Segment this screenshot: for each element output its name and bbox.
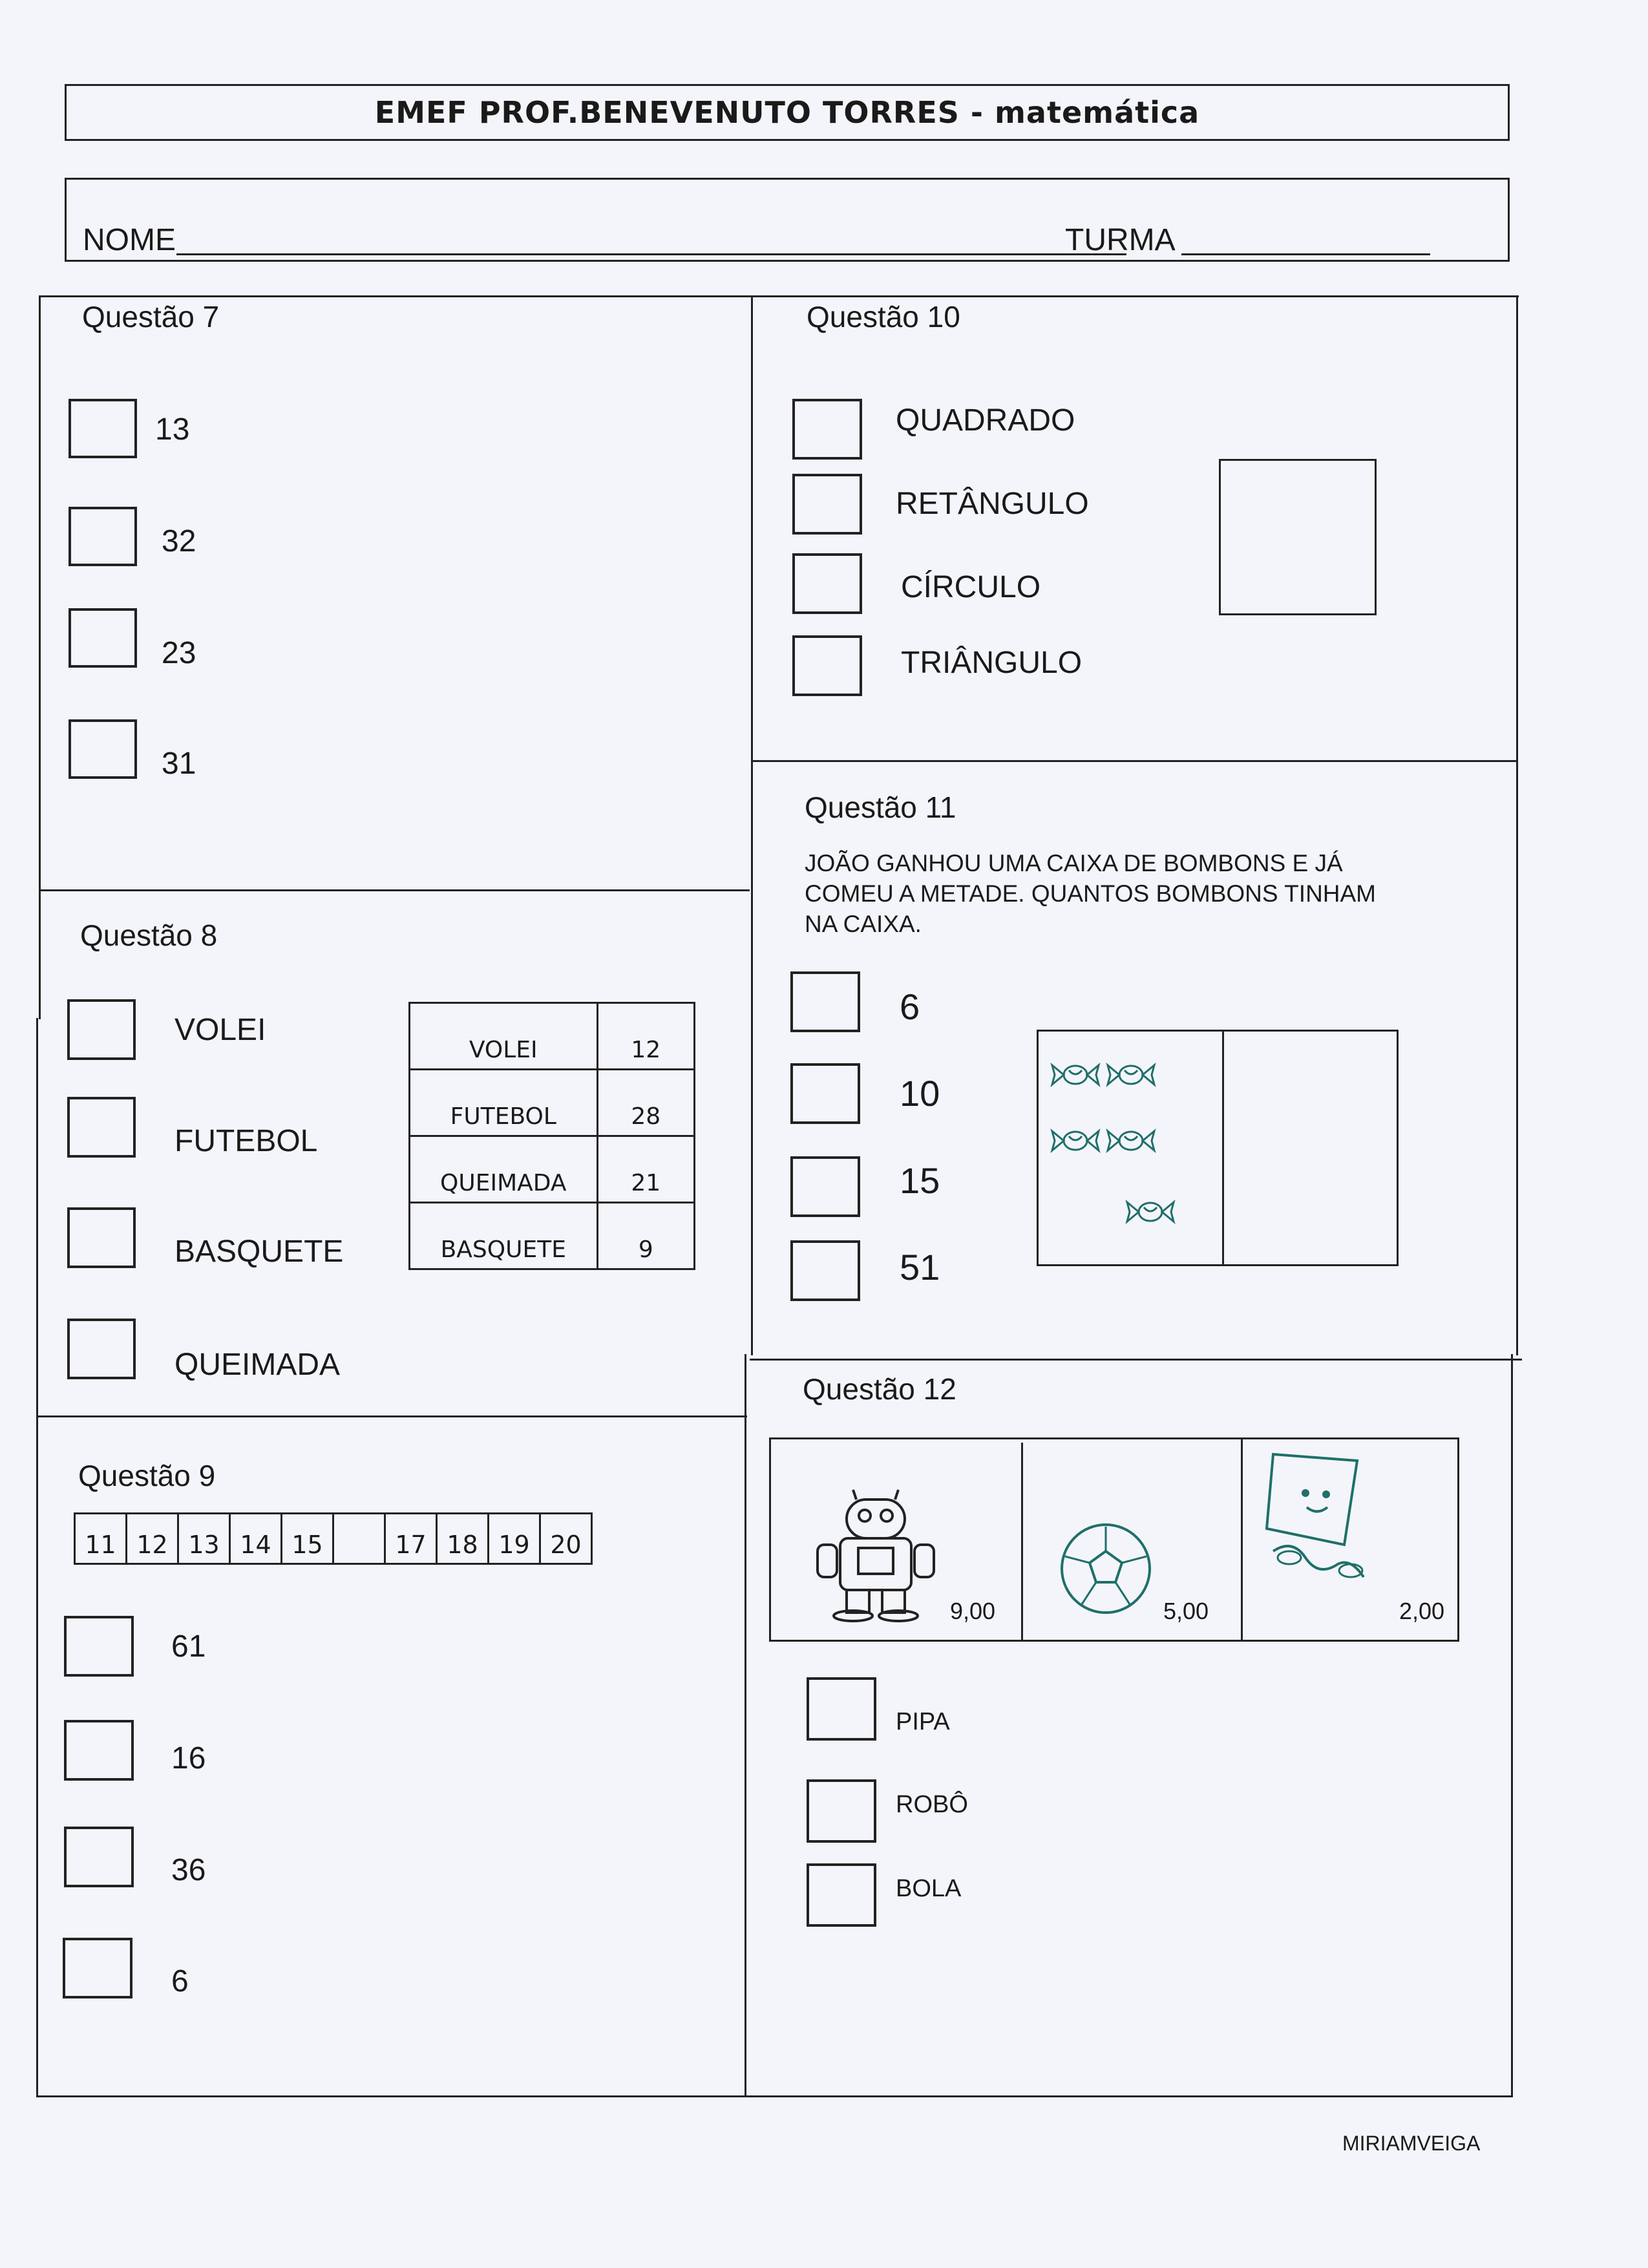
kite-price: 2,00	[1399, 1598, 1445, 1624]
q11-option-label: 10	[900, 1073, 940, 1114]
q10-option-checkbox[interactable]	[792, 635, 862, 696]
q8-option-checkbox[interactable]	[67, 1319, 136, 1379]
q9-option-checkbox[interactable]	[64, 1720, 134, 1781]
q10-title: Questão 10	[807, 300, 960, 334]
ball-icon	[1057, 1520, 1154, 1617]
q9-option-label: 61	[171, 1629, 206, 1664]
q11-option-checkbox[interactable]	[790, 1063, 860, 1124]
q10-option-checkbox[interactable]	[792, 399, 862, 460]
divider-q10-q11	[751, 760, 1517, 762]
q7-option-checkbox[interactable]	[69, 507, 137, 566]
q7-option-checkbox[interactable]	[69, 719, 137, 779]
q12-option-label: ROBÔ	[896, 1791, 968, 1818]
class-label: TURMA	[1065, 223, 1176, 257]
name-label: NOME	[83, 223, 176, 257]
grid-middle-lower	[745, 1354, 746, 2097]
q7-option-checkbox[interactable]	[69, 399, 137, 458]
q11-option-label: 51	[900, 1247, 940, 1288]
class-field[interactable]	[1181, 253, 1430, 255]
sequence-blank	[333, 1514, 385, 1564]
q12-option-checkbox[interactable]	[807, 1677, 876, 1741]
square-shape	[1219, 459, 1377, 615]
q7-option-checkbox[interactable]	[69, 608, 137, 668]
candy-icon	[1108, 1131, 1154, 1150]
q12-option-checkbox[interactable]	[807, 1863, 876, 1927]
q9-title: Questão 9	[78, 1459, 216, 1492]
worksheet-title: EMEF PROF.BENEVENUTO TORRES - matemática	[65, 84, 1510, 141]
table-row: BASQUETE 9	[410, 1203, 695, 1269]
q9-number-sequence: 11 12 13 14 15 17 18 19 20	[74, 1512, 593, 1565]
robot-icon	[808, 1487, 944, 1622]
robot-price: 9,00	[950, 1598, 996, 1624]
q12-panel-divider	[1241, 1437, 1243, 1642]
q12-option-label: BOLA	[896, 1875, 962, 1902]
q12-option-checkbox[interactable]	[807, 1779, 876, 1843]
q10-option-label: CÍRCULO	[901, 570, 1041, 604]
divider-q11-q12	[750, 1359, 1522, 1361]
q10-option-label: RETÂNGULO	[896, 487, 1089, 521]
table-row: FUTEBOL 28	[410, 1070, 695, 1136]
q11-option-checkbox[interactable]	[790, 1240, 860, 1301]
q10-option-label: QUADRADO	[896, 403, 1075, 438]
candy-icon	[1052, 1131, 1099, 1150]
q8-option-label: QUEIMADA	[174, 1348, 341, 1382]
table-row: QUEIMADA 21	[410, 1136, 695, 1203]
q8-title: Questão 8	[80, 918, 218, 952]
q9-option-checkbox[interactable]	[64, 1827, 134, 1887]
q12-option-label: PIPA	[896, 1708, 950, 1735]
student-info-box	[65, 178, 1510, 262]
table-row: VOLEI 12	[410, 1003, 695, 1070]
grid-top	[39, 295, 1519, 297]
q11-prompt: JOÃO GANHOU UMA CAIXA DE BOMBONS E JÁ COMEU A METADE. QUANTOS BOMBONS TINHAM NA CAIXA.	[805, 850, 1377, 937]
grid-bottom	[36, 2095, 1513, 2097]
q9-option-checkbox[interactable]	[64, 1616, 134, 1677]
candy-icon	[1052, 1065, 1099, 1085]
q7-option-label: 32	[162, 524, 196, 558]
grid-right-lower	[1511, 1354, 1513, 2097]
q11-option-checkbox[interactable]	[790, 971, 860, 1032]
candy-box-divider	[1222, 1030, 1224, 1266]
q8-sports-table	[408, 1002, 695, 1270]
kite-icon	[1254, 1448, 1383, 1622]
q7-option-label: 31	[162, 747, 196, 781]
grid-right-upper	[1516, 295, 1518, 1355]
divider-q7-q8	[39, 889, 750, 891]
subject-name: matemática	[995, 95, 1200, 130]
q11-title: Questão 11	[805, 790, 956, 824]
divider-q8-q9	[36, 1415, 747, 1417]
q7-option-label: 13	[155, 412, 190, 447]
candy-icon	[1108, 1065, 1154, 1085]
ball-price: 5,00	[1163, 1598, 1209, 1624]
grid-left-lower	[36, 1018, 38, 2097]
grid-middle-upper	[751, 295, 753, 1355]
q8-option-label: FUTEBOL	[174, 1124, 318, 1158]
candy-icon	[1127, 1202, 1174, 1222]
q8-option-checkbox[interactable]	[67, 1207, 136, 1268]
q7-option-label: 23	[162, 636, 196, 670]
q9-option-label: 36	[171, 1853, 206, 1887]
q10-option-checkbox[interactable]	[792, 553, 862, 614]
q8-option-checkbox[interactable]	[67, 999, 136, 1060]
name-field[interactable]	[176, 253, 1126, 255]
q9-option-label: 16	[171, 1741, 206, 1775]
q8-option-label: VOLEI	[174, 1013, 266, 1047]
q8-option-checkbox[interactable]	[67, 1097, 136, 1158]
q12-title: Questão 12	[803, 1372, 956, 1406]
q11-option-checkbox[interactable]	[790, 1156, 860, 1217]
q10-option-label: TRIÂNGULO	[901, 646, 1083, 680]
candy-icon-group	[1041, 1034, 1221, 1260]
author-credit: MIRIAMVEIGA	[1342, 2132, 1481, 2155]
q8-option-label: BASQUETE	[174, 1235, 344, 1269]
q9-option-label: 6	[171, 1964, 189, 1998]
q11-option-label: 15	[900, 1160, 940, 1201]
q7-title: Questão 7	[82, 300, 220, 334]
q12-panel-divider	[1021, 1443, 1023, 1642]
q10-option-checkbox[interactable]	[792, 474, 862, 535]
school-name: EMEF PROF.BENEVENUTO TORRES	[374, 95, 960, 130]
q11-option-label: 6	[900, 986, 920, 1027]
grid-left-upper	[39, 295, 41, 1019]
q9-option-checkbox[interactable]	[63, 1938, 132, 1998]
